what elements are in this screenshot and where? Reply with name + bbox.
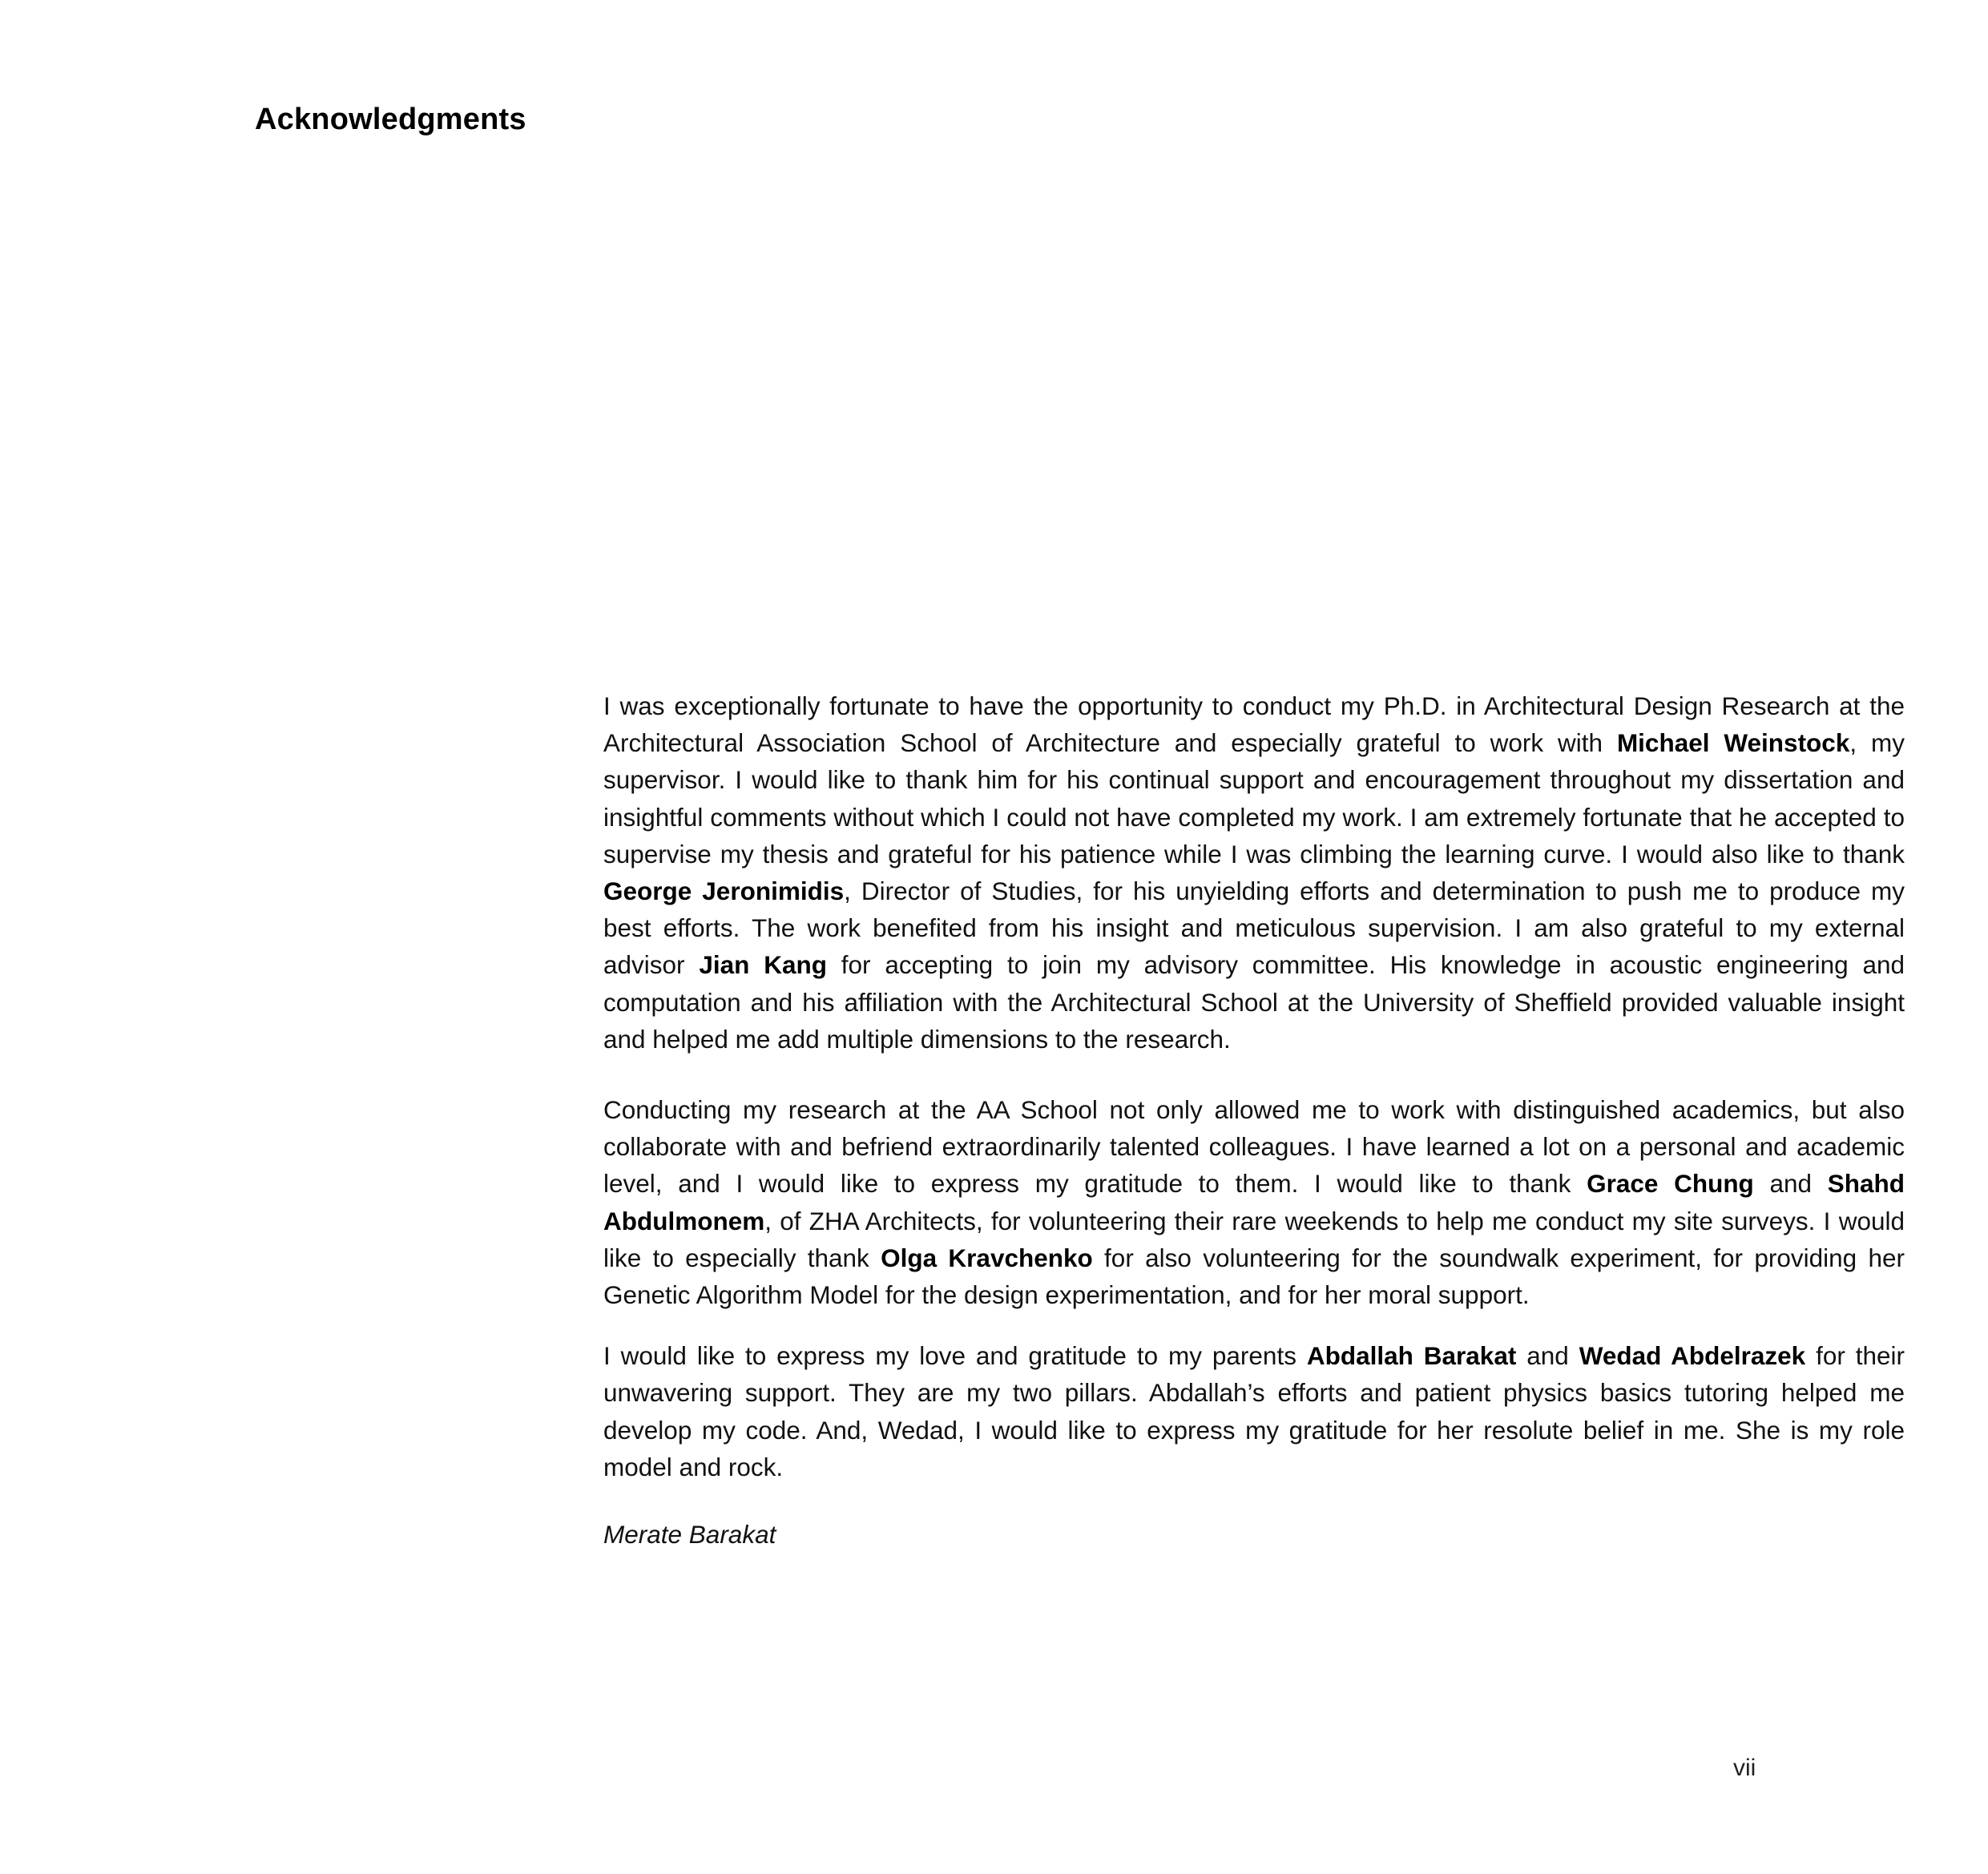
text-run: I would like to express my love and gratitude to my parents xyxy=(603,1341,1307,1371)
page-title: Acknowledgments xyxy=(255,103,526,136)
text-run: , Director of Studies, for his unyielding efforts and determination to push me to produce my best efforts. The work benefited from his insight and meticulous supervision. I am also grateful to my external advisor xyxy=(603,877,1905,980)
page-number: vii xyxy=(1733,1755,1756,1781)
text-run: I was exceptionally fortunate to have the opportunity to conduct my Ph.D. in Architectural Design Research at the Architectural Association School of Architecture and especially grateful to work with xyxy=(603,691,1905,758)
author-signature: Merate Barakat xyxy=(603,1520,776,1550)
name-jian-kang: Jian Kang xyxy=(699,950,827,980)
name-abdallah-barakat: Abdallah Barakat xyxy=(1306,1341,1517,1371)
paragraph-colleagues xyxy=(603,1091,1905,1313)
text-run: and xyxy=(1516,1341,1579,1371)
text-run: , of ZHA Architects, for volunteering their rare weekends to help me conduct my site surveys. I would like to especially thank xyxy=(603,1206,1905,1272)
name-olga-kravchenko: Olga Kravchenko xyxy=(881,1243,1093,1272)
name-shahd-abdulmonem: Shahd Abdulmonem xyxy=(603,1169,1905,1235)
name-michael-weinstock: Michael Weinstock xyxy=(1616,728,1850,758)
acknowledgments-body xyxy=(603,687,1905,1553)
name-grace-chung: Grace Chung xyxy=(1587,1169,1754,1199)
text-run: , my supervisor. I would like to thank him for his continual support and encouragement throughout my dissertation and insightful comments without which I could not have completed my work. I am extremely fortunate that he accepted to supervise my thesis and grateful for his patience while I was climbing the learning curve. I would also like to thank xyxy=(603,728,1905,868)
text-run: for also volunteering for the soundwalk experiment, for providing her Genetic Algorithm Model for the design experimentation, and for her moral support. xyxy=(603,1243,1905,1310)
name-wedad-abdelrazek: Wedad Abdelrazek xyxy=(1579,1341,1806,1371)
text-run: for their unwavering support. They are my two pillars. Abdallah’s efforts and patient physics basics tutoring helped me develop my code. And, Wedad, I would like to express my gratitude for her resolute belief in me. She is my role model and rock. xyxy=(603,1341,1905,1481)
text-run: Conducting my research at the AA School not only allowed me to work with distinguished academics, but also collaborate with and befriend extraordinarily talented colleagues. I have learned a lot on a personal and academic level, and I would like to express my gratitude to them. I would like to thank xyxy=(603,1095,1905,1199)
text-run: for accepting to join my advisory committee. His knowledge in acoustic engineering and computation and his affiliation with the Architectural School at the University of Sheffield provided valuable insight and helped me add multiple dimensions to the research. xyxy=(603,950,1905,1054)
paragraph-supervisors xyxy=(603,687,1905,1058)
paragraph-parents xyxy=(603,1337,1905,1485)
text-run: and xyxy=(1753,1169,1828,1199)
name-george-jeronimidis: George Jeronimidis xyxy=(603,877,845,906)
